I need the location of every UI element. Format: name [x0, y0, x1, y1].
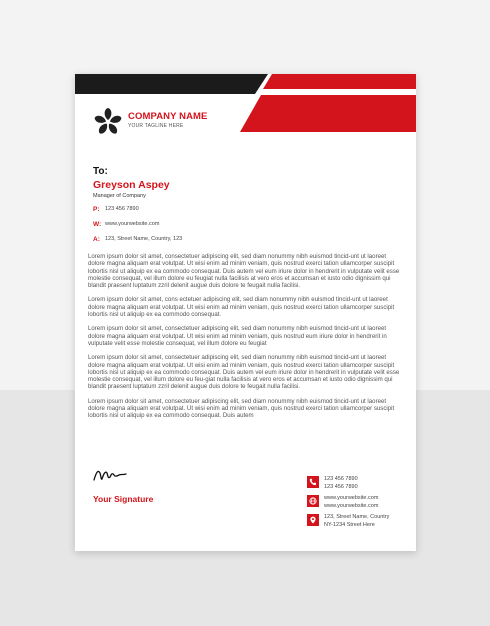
- globe-icon: [307, 495, 319, 507]
- body-paragraph: Lorem ipsum dolor sit amet, consectetuer adipiscing elit, sed diam nonummy nibh euismod tincid-unt ut laoreet dolore magna aliquam erat volutpat. Ut wisi enim ad minim veniam, quis nostrud exerci tation ullamcorper suscipit lobortis nisl ut aliquip ex ea commodo consequat. Duis autem vel eum iriure dolor in hendrerit in vulputate velit esse molestie consequat, vel illum dolore eu feu-giat nulla facilisis at vero eros et accumsan et iusto odio dignissim qui blandit praesent luptatum zzril delenit augue duis dolore te feugait nulla facilisi.: [88, 354, 400, 391]
- body-paragraph: Lorem ipsum dolor sit amet, consectetuer adipiscing elit, sed diam nonummy nibh euismod tincid-unt ut laoreet dolore magna aliquam erat volutpat. Ut wisi enim ad minim veniam, quis nostrud eum iriure dolor in hendrerit in vulputate velit esse molestie consequat, vel illum dolore eu feugiat: [88, 325, 387, 347]
- letter-body: [88, 253, 403, 427]
- location-pin-icon: [307, 514, 319, 526]
- recipient-role: Manager of Company: [93, 193, 146, 199]
- to-label: To:: [93, 166, 108, 177]
- footer-address-row: [307, 514, 389, 529]
- header-banner: [75, 74, 416, 134]
- company-name: COMPANY NAME: [128, 111, 208, 122]
- recipient-contacts: [93, 203, 182, 248]
- body-paragraph: Lorem ipsum dolor sit amet, consectetuer adipiscing elit, sed diam nonummy nibh euismod tincid-unt ut laoreet dolore magna aliquam erat volutpat. Ut wisi enim ad minim veniam, quis nostrud exerci tation ullamcorper suscipit lobortis nisl ut aliquip ex ea commodo consequat. Duis autem: [88, 397, 395, 420]
- phone-icon: [307, 476, 319, 488]
- footer-phone-row: [307, 476, 389, 491]
- footer-phone-2: 123 456 7890: [324, 483, 358, 490]
- signature-scribble: [93, 467, 127, 483]
- recipient-name: Greyson Aspey: [93, 179, 170, 191]
- letterhead-sheet: [75, 74, 416, 551]
- recipient-block: [93, 166, 170, 199]
- footer-contacts: [307, 476, 389, 533]
- contact-key: W:: [93, 220, 102, 228]
- body-paragraph: Lorem ipsum dolor sit amet, cons ectetuer adipiscing elit, sed diam nonummy nibh euismod tincid-unt ut laoreet dolore magna aliquam erat volutpat. Ut wisi enim ad minim veniam, quis nostrud exerci tation ullamcorper suscipit lobortis nisl ut aliquip ex ea commodo consequat.: [88, 296, 395, 319]
- contact-key: A:: [93, 235, 100, 243]
- contact-row-address: [93, 233, 182, 245]
- contact-value: 123 456 7890: [105, 206, 139, 212]
- footer-address-1: 123, Street Name, Country: [324, 514, 390, 520]
- signature-label: Your Signature: [93, 494, 154, 504]
- contact-key: P:: [93, 205, 100, 213]
- contact-value: www.yourwebsite.com: [105, 221, 160, 227]
- footer-address-2: NY-1234 Street Here: [324, 521, 375, 528]
- footer-phone-1: 123 456 7890: [324, 476, 358, 482]
- company-tagline: YOUR TAGLINE HERE: [128, 123, 184, 129]
- contact-row-phone: [93, 203, 182, 215]
- footer-web-2: www.yourwebsite.com: [324, 502, 379, 509]
- footer-web-row: [307, 495, 389, 510]
- company-logo-icon: [93, 107, 123, 137]
- contact-value: 123, Street Name, Country, 123: [105, 236, 183, 242]
- footer-web-1: www.yourwebsite.com: [324, 495, 379, 501]
- contact-row-website: [93, 218, 182, 230]
- body-paragraph: Lorem ipsum dolor sit amet, consectetuer adipiscing elit, sed diam nonummy nibh euismod tincid-unt ut laoreet dolore magna aliquam erat volutpat. Ut wisi enim ad minim veniam, quis nostrud exerci tation ullamcorper suscipit lobortis nisl ut aliquip ex ea commodo consequat. Duis autem vel eum iriure dolor in hendrerit in vulputate velit esse molestie consequat, vel illum dolore eu feugiat nulla facilisis at vero eros et accumsan et iusto odio dignissim qui blandit praesent luptatum zzril delenit augue duis dolore te feugait nulla facilisi.: [88, 253, 400, 290]
